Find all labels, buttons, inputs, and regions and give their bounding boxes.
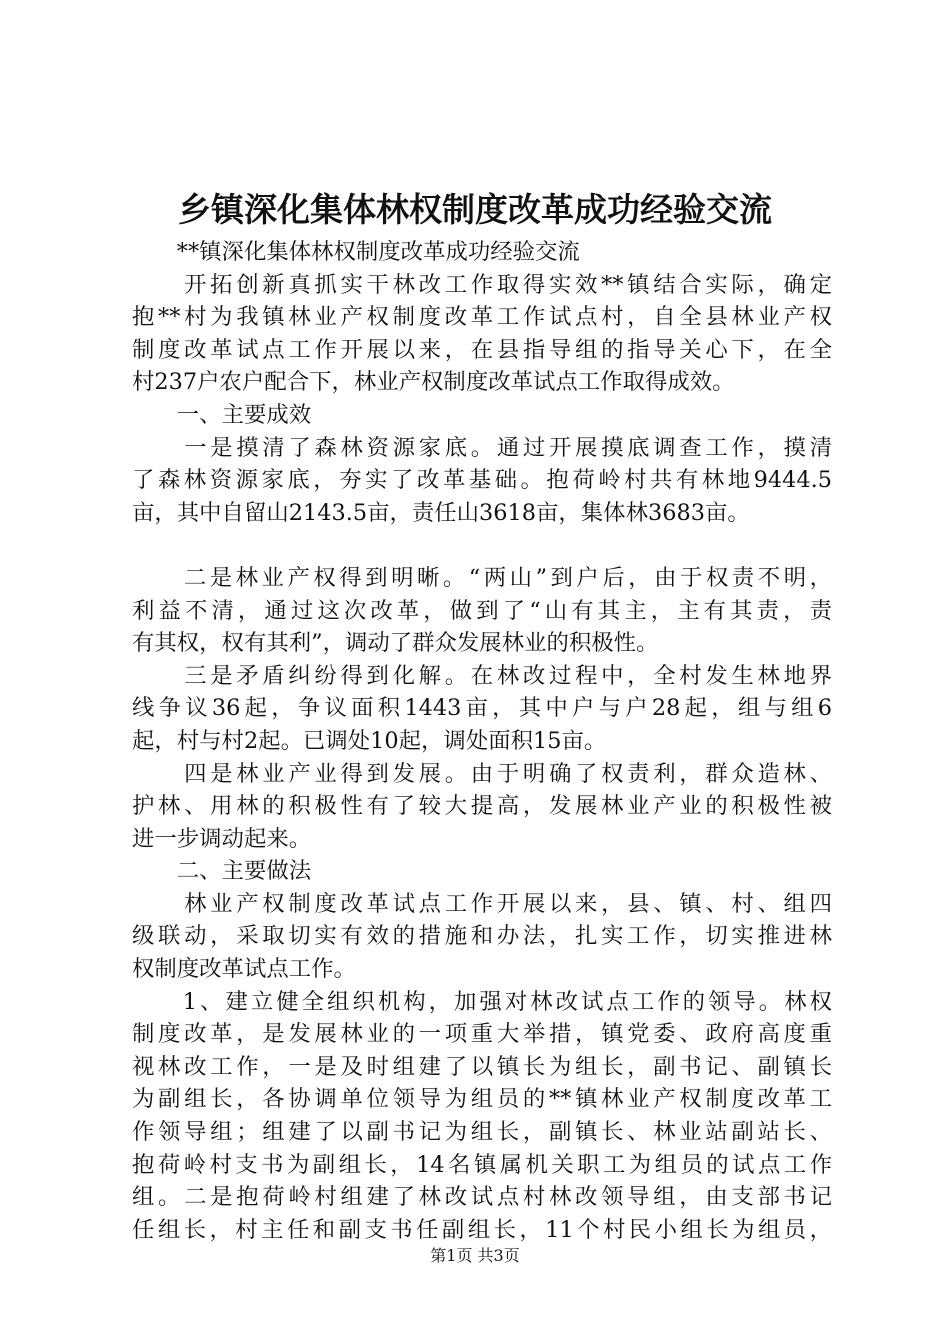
blank-line (132, 529, 832, 562)
body-text-line: 为副组长，各协调单位领导为组员的**镇林业产权制度改革工 (132, 1086, 832, 1113)
body-text-line: 亩，其中自留山2143.5亩，责任山3618亩，集体林3683亩。 (132, 499, 750, 526)
body-text-line: 三是矛盾纠纷得到化解。在林改过程中，全村发生林地界 (132, 662, 832, 689)
body-text-line: 起，村与村2起。已调处10起，调处面积15亩。 (132, 727, 607, 754)
body-text-line: 有其权，权有其利”，调动了群众发展林业的积极性。 (132, 630, 659, 657)
body-text-line: 制度改革，是发展林业的一项重大举措，镇党委、政府高度重 (132, 1021, 832, 1048)
body-text-line: 权制度改革试点工作。 (132, 956, 356, 983)
body-text-line: 护林、用林的积极性有了较大提高，发展林业产业的积极性被 (132, 793, 832, 820)
body-text-line: 二是林业产权得到明晰。“两山”到户后，由于权责不明， (132, 564, 832, 591)
body-text-line: 林业产权制度改革试点工作开展以来，县、镇、村、组四 (132, 890, 832, 917)
body-text-line: 制度改革试点工作开展以来，在县指导组的指导关心下，在全 (132, 336, 832, 363)
body-text-line: 一、主要成效 (132, 401, 312, 428)
body-text-line: 利益不清，通过这次改革，做到了“山有其主，主有其责，责 (132, 597, 832, 624)
body-text-line: 一是摸清了森林资源家底。通过开展摸底调查工作，摸清 (132, 434, 832, 461)
body-text-line: 任组长，村主任和副支书任副组长，11个村民小组长为组员， (132, 1216, 832, 1243)
body-text-line: 线争议36起，争议面积1443亩，其中户与户28起，组与组6 (132, 695, 832, 722)
body-text-line: 开拓创新真抓实干林改工作取得实效**镇结合实际，确定 (132, 271, 832, 298)
body-text-line: 视林改工作，一是及时组建了以镇长为组长，副书记、副镇长 (132, 1053, 832, 1080)
body-text-line: 村237户农户配合下，林业产权制度改革试点工作取得成效。 (132, 369, 735, 396)
body-text-line: 组。二是抱荷岭村组建了林改试点村林改领导组，由支部书记 (132, 1184, 832, 1211)
body-text-line: 抱**村为我镇林业产权制度改革工作试点村，自全县林业产权 (132, 304, 832, 331)
body-text-line: 四是林业产业得到发展。由于明确了权责利，群众造林、 (132, 760, 832, 787)
document-title: 乡镇深化集体林权制度改革成功经验交流 (178, 190, 772, 229)
page-footer: 第1页 共3页 (430, 1246, 520, 1265)
body-text-line: 抱荷岭村支书为副组长，14名镇属机关职工为组员的试点工作 (132, 1151, 832, 1178)
body-text-line: 二、主要做法 (132, 858, 312, 885)
body-text-line: 级联动，采取切实有效的措施和办法，扎实工作，切实推进林 (132, 923, 832, 950)
body-text-line: 作领导组；组建了以副书记为组长，副镇长、林业站副站长、 (132, 1119, 832, 1146)
body-text-line: **镇深化集体林权制度改革成功经验交流 (132, 239, 580, 265)
body-text-line: 1、建立健全组织机构，加强对林改试点工作的领导。林权 (132, 988, 832, 1015)
document-body (132, 236, 832, 1246)
body-text-line: 了森林资源家底，夯实了改革基础。抱荷岭村共有林地9444.5 (132, 467, 832, 494)
body-text-line: 进一步调动起来。 (132, 825, 312, 852)
